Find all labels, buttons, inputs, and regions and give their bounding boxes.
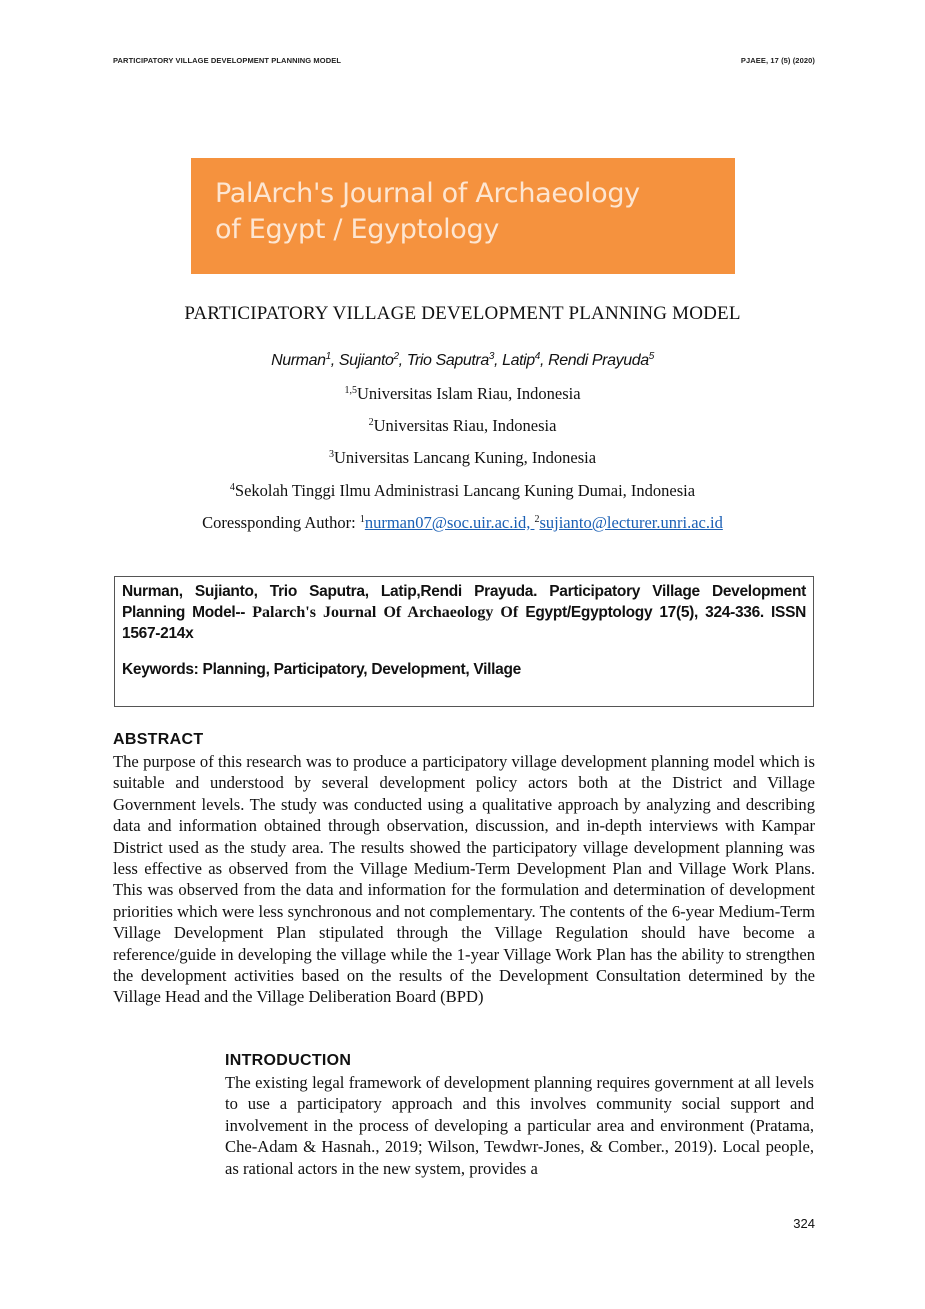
keywords: Keywords: Planning, Participatory, Development, Village [122,661,521,678]
abstract-heading: ABSTRACT [113,731,204,748]
email-link-1[interactable]: nurman07@soc.uir.ac.id, [364,513,535,532]
affiliation-text: Universitas Lancang Kuning, Indonesia [333,448,597,467]
banner-line-2: of Egypt / Egyptology [215,214,500,245]
citation-text [122,581,806,644]
author-sup: 2 [393,351,399,362]
author-name: Sujianto [338,352,394,369]
citation-issue: Egypt/Egyptology 17(5), 324-336. ISSN 1567-214x [122,604,807,642]
affiliation [0,416,925,436]
affiliation-text: Universitas Riau, Indonesia [373,416,557,435]
author-name: Rendi Prayuda [548,352,649,369]
affiliation-sup: 2 [368,417,374,428]
corresponding-author [0,513,925,533]
introduction-heading: INTRODUCTION [225,1052,352,1069]
email-sup: 2 [534,514,540,525]
author-sep: , [330,352,339,369]
corresponding-label: Coressponding Author: [202,513,360,532]
affiliation-sup: 1,5 [344,385,357,396]
author-name: Trio Saputra [406,352,489,369]
running-title: PARTICIPATORY VILLAGE DEVELOPMENT PLANNING MODEL [113,56,342,65]
author-name: Latip [502,352,535,369]
author-sep: , [398,352,407,369]
journal-reference: PJAEE, 17 (5) (2020) [740,56,815,65]
author-sep: , [539,352,549,369]
author-name: Nurman [271,352,326,369]
citation-authors-title: Nurman, Sujianto, Trio Saputra, Latip,Rendi Prayuda. Participatory Village Development Planning Model-- [122,583,806,621]
author-sep: , [494,352,503,369]
affiliation [0,481,925,501]
citation-journal: Palarch's Journal Of Archaeology Of [252,604,519,621]
affiliation-text: Universitas Islam Riau, Indonesia [356,384,581,403]
author-list [0,352,925,370]
affiliation-sup: 3 [328,449,334,460]
affiliation-sup: 4 [229,482,235,493]
affiliation-text: Sekolah Tinggi Ilmu Administrasi Lancang Kuning Dumai, Indonesia [234,481,696,500]
author-sup: 3 [488,351,494,362]
paper-title: PARTICIPATORY VILLAGE DEVELOPMENT PLANNING MODEL [184,303,741,324]
page-number: 324 [793,1216,815,1231]
author-sup: 5 [648,351,654,362]
affiliation [0,384,925,404]
author-sup: 4 [534,351,540,362]
banner-line-1: PalArch's Journal of Archaeology [215,178,640,209]
email-link-2[interactable]: sujianto@lecturer.unri.ac.id [539,513,723,532]
journal-banner [191,158,735,274]
author-sup: 1 [325,351,331,362]
abstract-text: The purpose of this research was to produce a participatory village development planning model which is suitable and understood by several development policy actors both at the District and Village Government levels. The study was conducted using a qualitative approach by analyzing and describing data and information obtained through observation, discussion, and in-depth interviews with Kampar District used as the study area. The results showed the participatory village development planning was less effective as observed from the Village Medium-Term Development Plan and Village Work Plans. This was observed from the data and information for the formulation and determination of development priorities which were less synchronous and not complementary. The contents of the 6-year Medium-Term Village Development Plan stipulated through the Village Regulation should have become a reference/guide in developing the village while the 1-year Village Work Plan has the ability to strengthen the development activities based on the results of the Development Consultation determined by the Village Head and the Village Deliberation Board (BPD) [113,752,815,1007]
citation-box [114,576,814,707]
email-sup: 1 [359,514,365,525]
affiliation [0,448,925,468]
introduction-text: The existing legal framework of development planning requires government at all levels to use a participatory approach and this involves community social support and involvement in the process of developing a particular area and environment (Pratama, Che-Adam & Hasnah., 2019; Wilson, Tewdwr-Jones, & Comber., 2019). Local people, as rational actors in the new system, provides a [225,1073,814,1178]
